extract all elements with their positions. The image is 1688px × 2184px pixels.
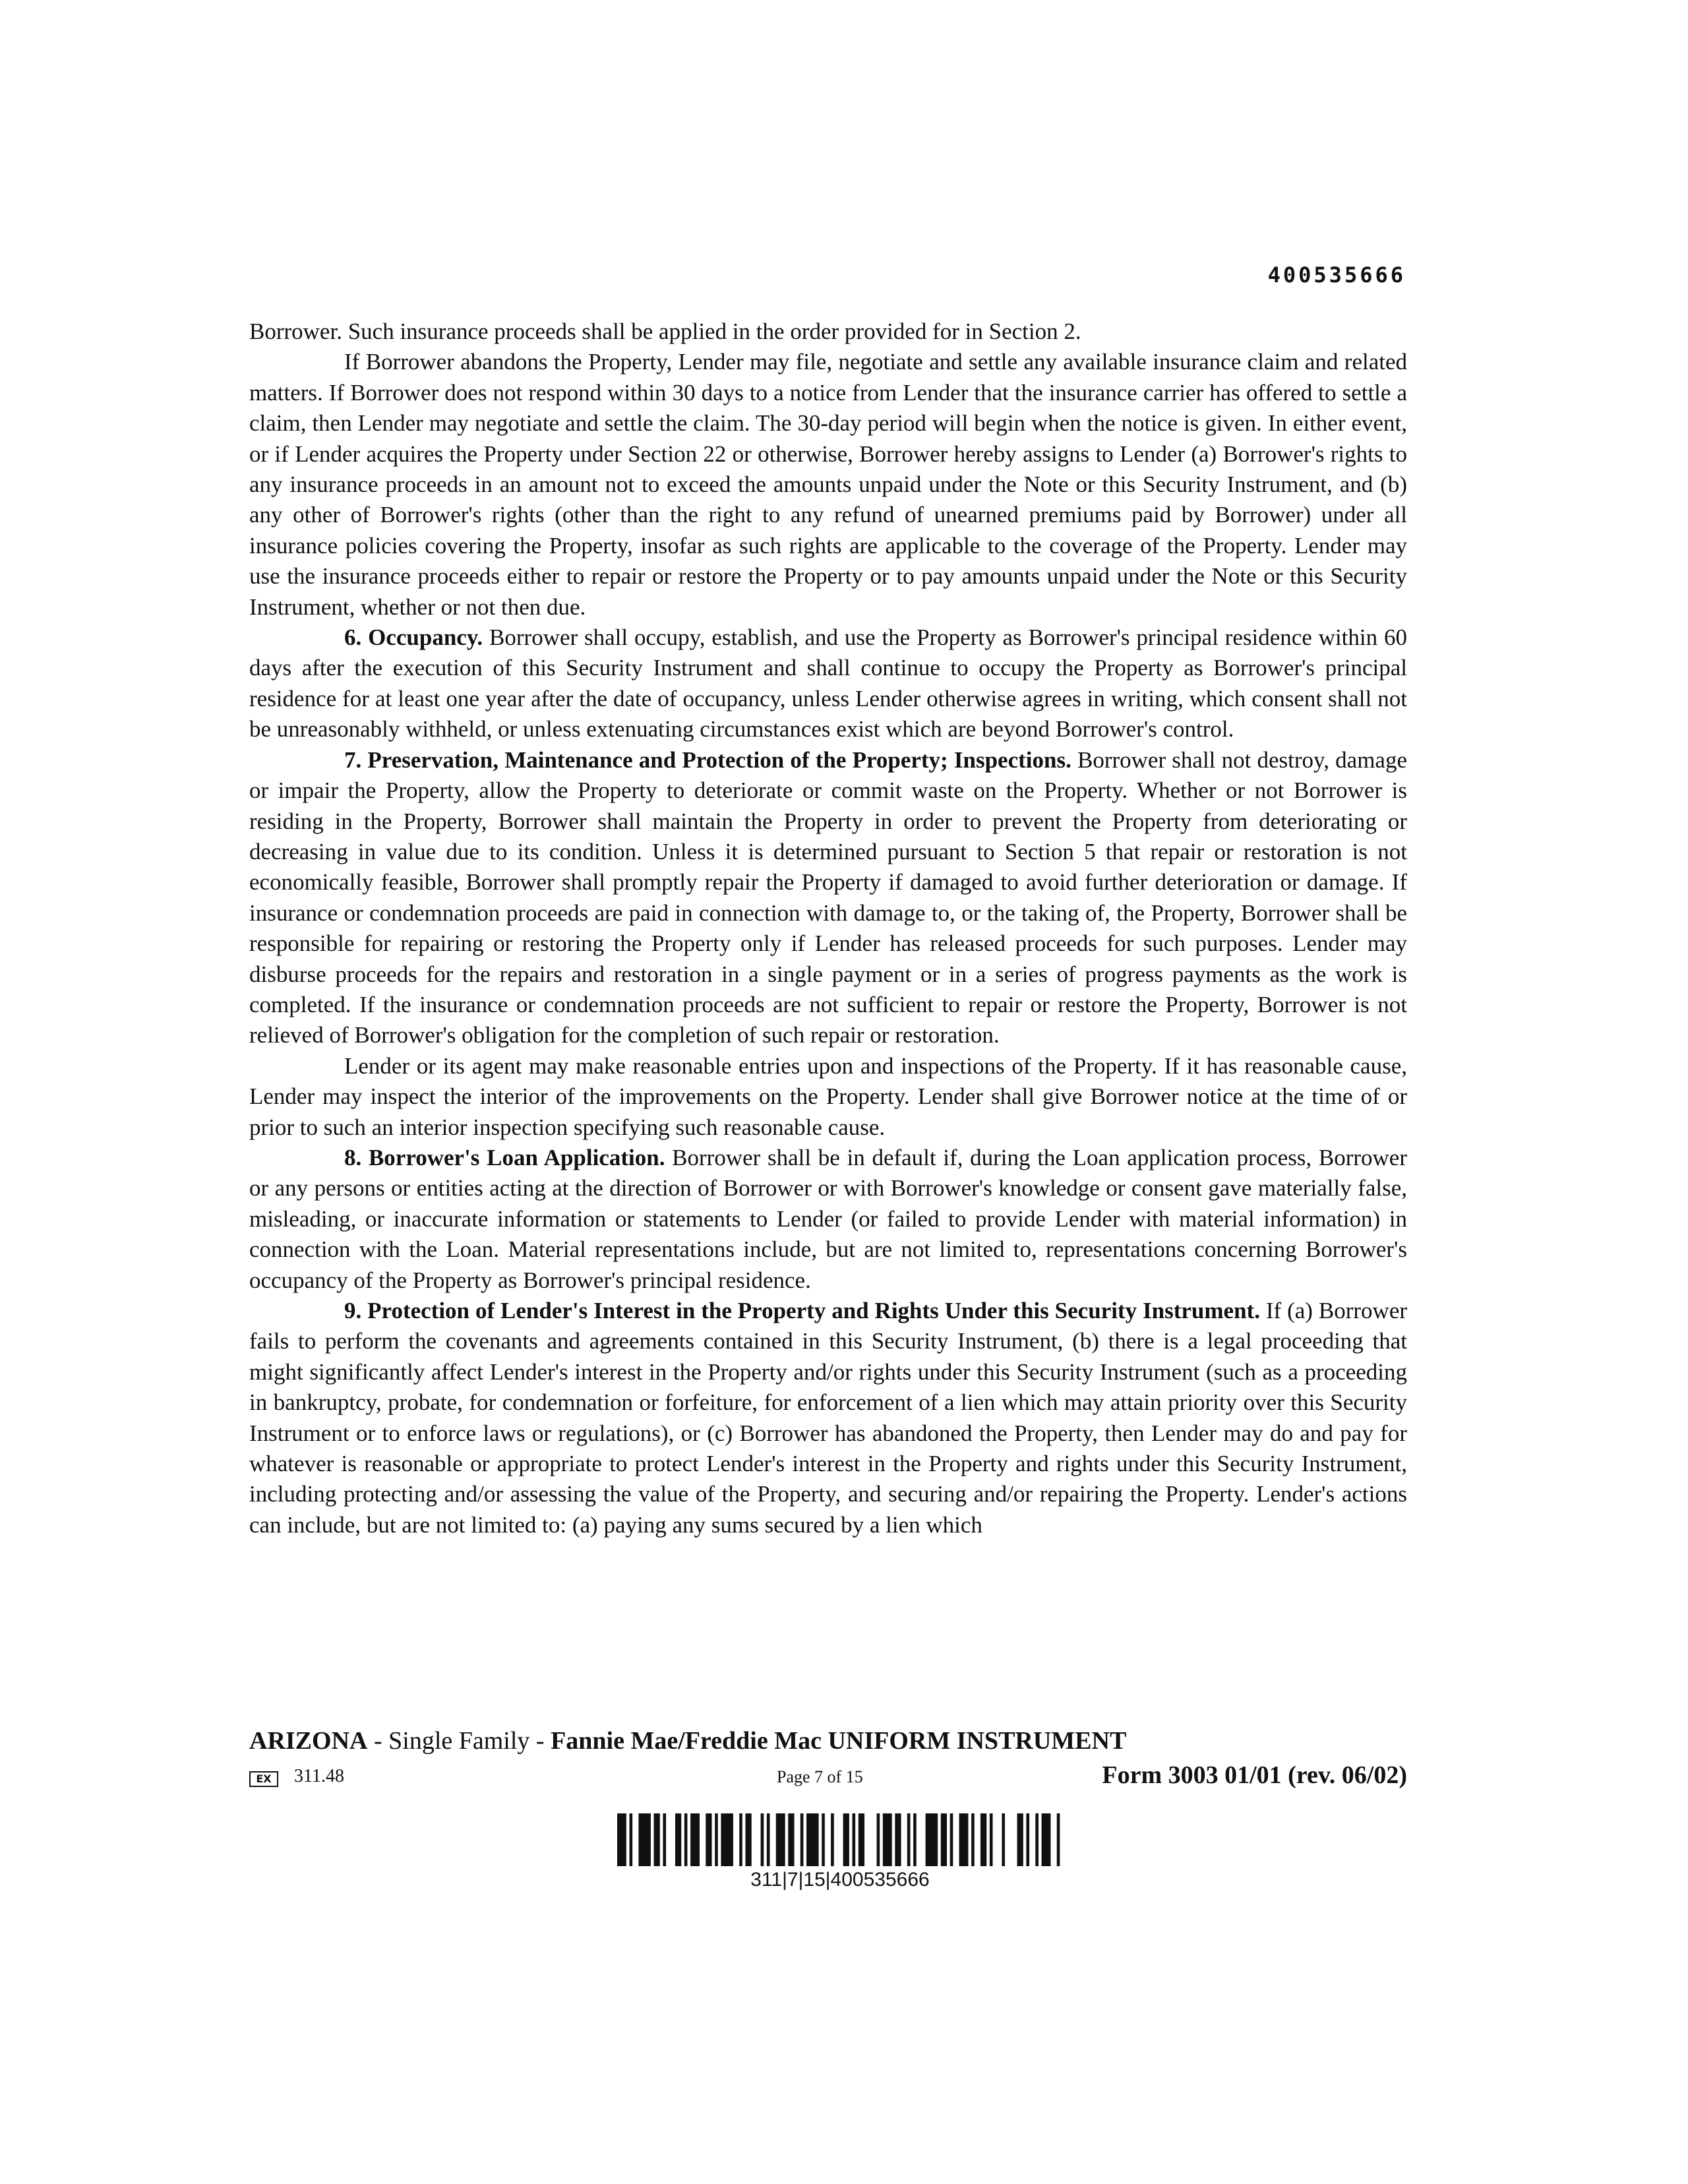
section-8 (249, 1143, 1407, 1296)
footer-instrument: Fannie Mae/Freddie Mac UNIFORM INSTRUMENT (551, 1727, 1127, 1755)
document-body (249, 317, 1407, 1540)
form-number: Form 3003 01/01 (rev. 06/02) (1102, 1761, 1407, 1789)
section-7-text: Borrower shall not destroy, damage or impair the Property, allow the Property to deteriorate or commit waste on the Property. Whether or not Borrower is residing in the Property, Borrower shall maintain the Property in order to prevent the Property from deteriorating or decreasing in value due to its condition. Unless it is determined pursuant to Section 5 that repair or restoration is not economically feasible, Borrower shall promptly repair the Property if damaged to avoid further deterioration or damage. If insurance or condemnation proceeds are paid in connection with damage to, or the taking of, the Property, Borrower shall be responsible for repairing or restoring the Property only if Lender has released proceeds for such purposes. Lender may disburse proceeds for the repairs and restoration in a single payment or in a series of progress payments as the work is completed. If the insurance or condemnation proceeds are not sufficient to repair or restore the Property, Borrower is not relieved of Borrower's obligation for the completion of such repair or restoration. (249, 746, 1407, 1048)
section-9-text: If (a) Borrower fails to perform the covenants and agreements contained in this Security Instrument, (b) there is a legal proceeding that might significantly affect Lender's interest in the Property and/or rights under this Security Instrument (such as a proceeding in bankruptcy, probate, for condemnation or forfeiture, for enforcement of a lien which may attain priority over this Security Instrument or to enforce laws or regulations), or (c) Borrower has abandoned the Property, then Lender may do and pay for whatever is reasonable or appropriate to protect Lender's interest in the Property and rights under this Security Instrument, including protecting and/or assessing the value of the Property, and securing and/or repairing the Property. Lender's actions can include, but are not limited to: (a) paying any sums secured by a lien which (249, 1298, 1408, 1538)
section-7 (249, 745, 1407, 1051)
section-8-heading: 8. Borrower's Loan Application. (344, 1144, 665, 1170)
paragraph-abandonment: If Borrower abandons the Property, Lender may file, negotiate and settle any available insurance claim and related matters. If Borrower does not respond within 30 days to a notice from Lender that the insurance carrier has offered to settle a claim, then Lender may negotiate and settle the claim. The 30-day period will begin when the notice is given. In either event, or if Lender acquires the Property under Section 22 or otherwise, Borrower hereby assigns to Lender (a) Borrower's rights to any insurance proceeds in an amount not to exceed the amounts unpaid under the Note or this Security Instrument, and (b) any other of Borrower's rights (other than the right to any refund of unearned premiums paid by Borrower) under all insurance policies covering the Property, insofar as such rights are applicable to the coverage of the Property. Lender may use the insurance proceeds either to repair or restore the Property or to pay amounts unpaid under the Note or this Security Instrument, whether or not then due. (249, 349, 1407, 620)
barcode-label: 311|7|15|400535666 (750, 1869, 930, 1891)
footer-separator: - Single Family - (367, 1727, 551, 1755)
page-number: Page 7 of 15 (777, 1767, 863, 1786)
section-6 (249, 622, 1407, 745)
footer-state: ARIZONA (249, 1727, 368, 1755)
section-8-text: Borrower shall be in default if, during the Loan application process, Borrower or any persons or entities acting at the direction of Borrower or with Borrower's knowledge or consent gave materially false, misleading, or inaccurate information or statements to Lender (or failed to provide Lender with material information) in connection with the Loan. Material representations include, but are not limited to, representations concerning Borrower's occupancy of the Property as Borrower's principal residence. (249, 1144, 1407, 1293)
section-6-text: Borrower shall occupy, establish, and use the Property as Borrower's principal residence within 60 days after the execution of this Security Instrument and shall continue to occupy the Property as Borrower's principal residence for at least one year after the date of occupancy, unless Lender otherwise agrees in writing, which consent shall not be unreasonably withheld, or unless extenuating circumstances exist which are beyond Borrower's control. (249, 624, 1407, 743)
section-7-inspections: Lender or its agent may make reasonable entries upon and inspections of the Property. If it has reasonable cause, Lender may inspect the interior of the improvements on the Property. Lender shall give Borrower notice at the time of or prior to such an interior inspection specifying such reasonable cause. (249, 1052, 1407, 1140)
barcode (617, 1813, 1063, 1866)
ex-logo-icon: EX (249, 1771, 278, 1787)
section-9-heading: 9. Protection of Lender's Interest in the Property and Rights Under this Security Instrument. (344, 1298, 1260, 1323)
paragraph-continuation: Borrower. Such insurance proceeds shall be applied in the order provided for in Section 2. (249, 318, 1081, 344)
loan-number: 400535666 (1267, 262, 1406, 288)
section-9 (249, 1296, 1407, 1540)
footer-details (249, 1761, 1407, 1795)
form-code: 311.48 (294, 1766, 344, 1786)
section-7-heading: 7. Preservation, Maintenance and Protection of the Property; Inspections. (344, 746, 1071, 773)
footer-title (249, 1726, 1126, 1755)
section-6-heading: 6. Occupancy. (344, 624, 483, 651)
